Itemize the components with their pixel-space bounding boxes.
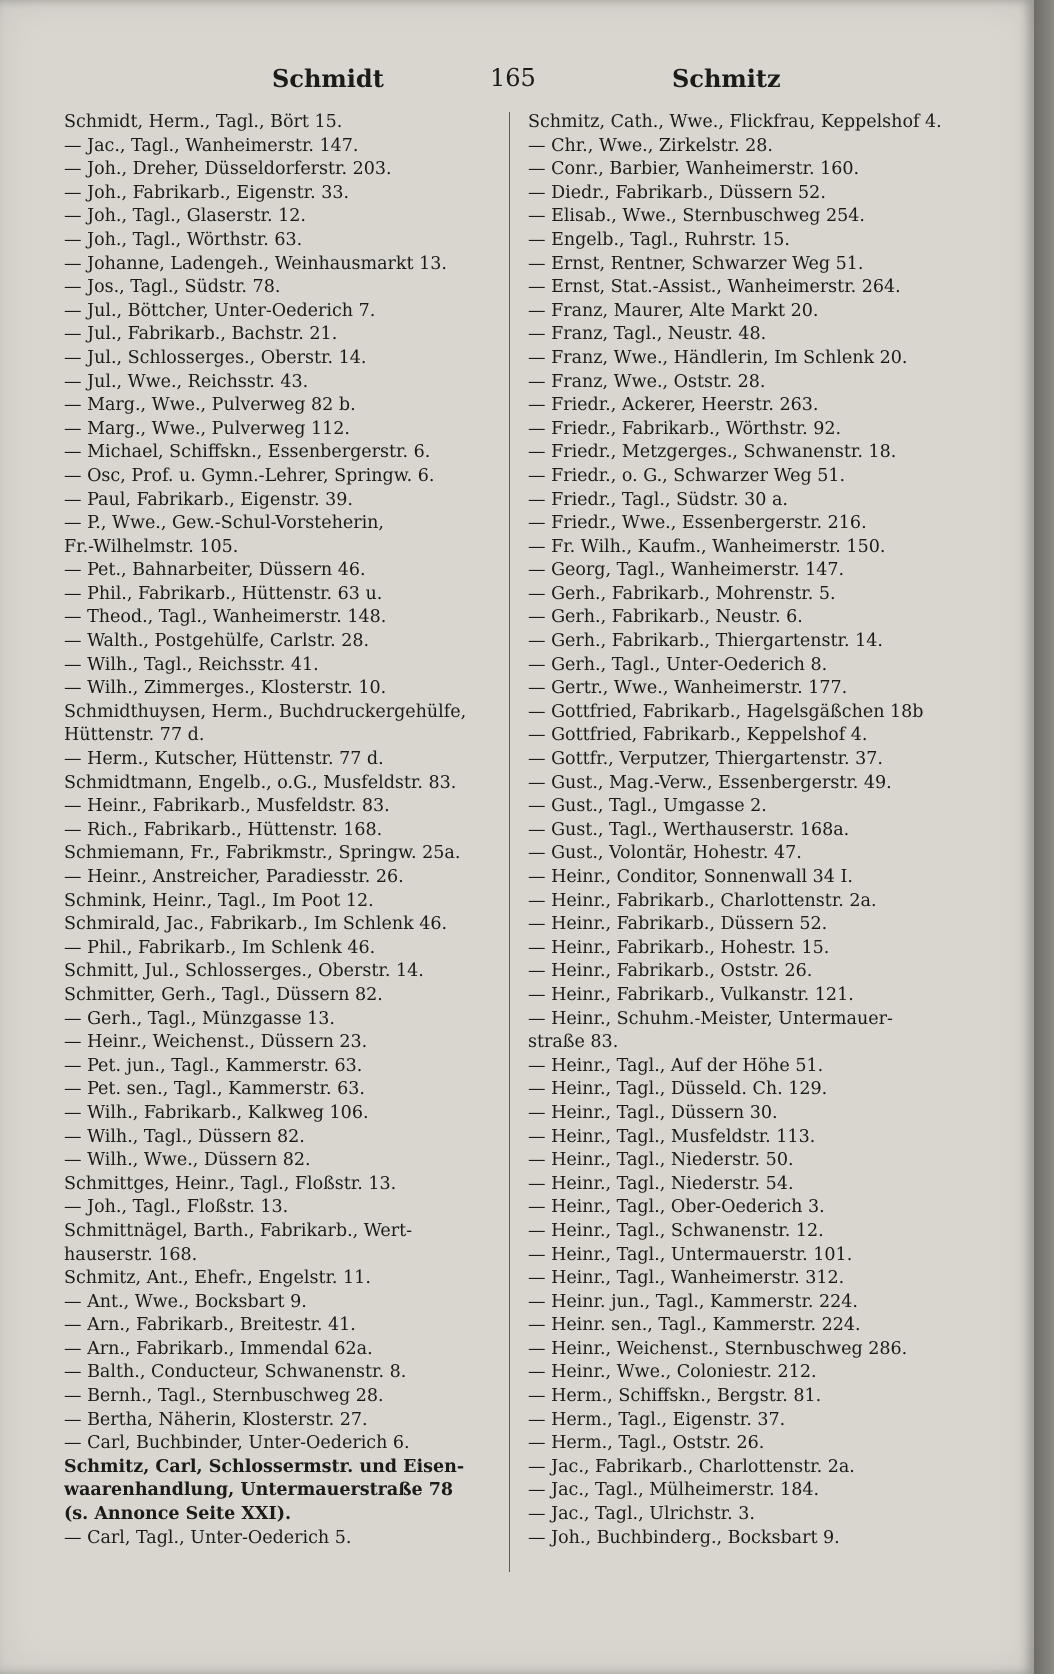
directory-entry: Schmink, Heinr., Tagl., Im Poot 12. [64, 890, 374, 911]
directory-entry: Schmidt, Herm., Tagl., Bört 15. [64, 112, 343, 132]
directory-entry: — Heinr., Tagl., Düssern 30. [528, 1102, 778, 1123]
directory-entry: — Gerh., Fabrikarb., Mohrenstr. 5. [528, 583, 836, 604]
directory-entry: — Walth., Postgehülfe, Carlstr. 28. [64, 631, 370, 652]
directory-entry: — Bertha, Näherin, Klosterstr. 27. [64, 1409, 368, 1430]
directory-entry: — Theod., Tagl., Wanheimerstr. 148. [64, 607, 387, 628]
directory-entry: — Conr., Barbier, Wanheimerstr. 160. [528, 159, 860, 180]
left-column [64, 111, 500, 1571]
directory-entry: — Heinr., Tagl., Düsseld. Ch. 129. [528, 1079, 828, 1100]
directory-entry: — Jos., Tagl., Südstr. 78. [64, 277, 281, 298]
directory-entry: — Friedr., Fabrikarb., Wörthstr. 92. [528, 418, 842, 439]
directory-entry: — Gottfr., Verputzer, Thiergartenstr. 37. [528, 749, 883, 770]
directory-entry: — Heinr., Tagl., Untermauerstr. 101. [528, 1244, 853, 1265]
directory-entry: — Franz, Wwe., Oststr. 28. [528, 371, 766, 392]
directory-entry: — Joh., Tagl., Wörthstr. 63. [64, 229, 303, 250]
directory-entry: — Balth., Conducteur, Schwanenstr. 8. [64, 1362, 407, 1383]
directory-entry: — Heinr., Fabrikarb., Düssern 52. [528, 914, 828, 935]
directory-entry: Schmiemann, Fr., Fabrikmstr., Springw. 25a. [64, 843, 461, 864]
directory-entry: — Wilh., Fabrikarb., Kalkweg 106. [64, 1102, 369, 1123]
directory-entry: — Herm., Kutscher, Hüttenstr. 77 d. [64, 749, 384, 770]
directory-entry: Schmitt, Jul., Schlosserges., Oberstr. 14. [64, 961, 424, 982]
directory-entry: — Marg., Wwe., Pulverweg 82 b. [64, 395, 356, 416]
directory-entry: — Bernh., Tagl., Sternbuschweg 28. [64, 1386, 384, 1407]
directory-entry: Schmittges, Heinr., Tagl., Floßstr. 13. [64, 1173, 397, 1194]
directory-entry: — Joh., Tagl., Floßstr. 13. [64, 1197, 289, 1218]
directory-entry: — Heinr., Conditor, Sonnenwall 34 I. [528, 867, 853, 887]
directory-entry: — Rich., Fabrikarb., Hüttenstr. 168. [64, 819, 383, 840]
directory-entry: — Joh., Fabrikarb., Eigenstr. 33. [64, 182, 350, 203]
directory-entry: — Michael, Schiffskn., Essenbergerstr. 6. [64, 442, 431, 463]
directory-entry: — Heinr., Tagl., Ober-Oederich 3. [528, 1197, 825, 1218]
directory-entry: — Friedr., Ackerer, Heerstr. 263. [528, 395, 819, 416]
directory-entry: — Herm., Tagl., Oststr. 26. [528, 1433, 765, 1454]
directory-entry: — Gust., Volontär, Hohestr. 47. [528, 843, 802, 864]
directory-entry: — Friedr., o. G., Schwarzer Weg 51. [528, 465, 846, 486]
directory-entry: Schmitz, Ant., Ehefr., Engelstr. 11. [64, 1268, 371, 1289]
page-number: 165 [490, 64, 536, 92]
directory-entry: — Herm., Schiffskn., Bergstr. 81. [528, 1386, 822, 1407]
directory-entry: — Fr. Wilh., Kaufm., Wanheimerstr. 150. [528, 536, 886, 557]
directory-entry: — Diedr., Fabrikarb., Düssern 52. [528, 182, 826, 203]
directory-entry: — Franz, Tagl., Neustr. 48. [528, 324, 767, 345]
directory-entry: — Ant., Wwe., Bocksbart 9. [64, 1291, 307, 1312]
directory-entry: — Friedr., Metzgerges., Schwanenstr. 18. [528, 442, 897, 463]
directory-entry: — Wilh., Zimmerges., Klosterstr. 10. [64, 678, 387, 699]
directory-entry: — Gertr., Wwe., Wanheimerstr. 177. [528, 678, 848, 699]
directory-entry: — Heinr., Fabrikarb., Oststr. 26. [528, 961, 813, 982]
directory-entry: — Pet. sen., Tagl., Kammerstr. 63. [64, 1079, 365, 1100]
right-column [528, 111, 966, 1571]
directory-entry: — Heinr., Tagl., Schwanenstr. 12. [528, 1220, 824, 1241]
directory-entry: — Joh., Tagl., Glaserstr. 12. [64, 206, 306, 227]
directory-entry: — Heinr. jun., Tagl., Kammerstr. 224. [528, 1291, 858, 1312]
directory-entry: — Heinr., Tagl., Musfeldstr. 113. [528, 1126, 816, 1147]
directory-entry: — Wilh., Wwe., Düssern 82. [64, 1150, 311, 1171]
directory-entry: straße 83. [528, 1032, 619, 1053]
directory-entry: — Ernst, Stat.-Assist., Wanheimerstr. 264. [528, 277, 901, 298]
directory-entry: — Marg., Wwe., Pulverweg 112. [64, 418, 350, 439]
directory-entry: — Jul., Wwe., Reichsstr. 43. [64, 371, 309, 392]
directory-entry: — Jul., Fabrikarb., Bachstr. 21. [64, 324, 338, 345]
directory-entry: — Heinr., Tagl., Niederstr. 50. [528, 1150, 794, 1171]
directory-entry: — Engelb., Tagl., Ruhrstr. 15. [528, 229, 790, 250]
directory-entry: Fr.-Wilhelmstr. 105. [64, 536, 239, 557]
directory-entry: — Wilh., Tagl., Reichsstr. 41. [64, 654, 319, 675]
directory-entry: — Arn., Fabrikarb., Immendal 62a. [64, 1338, 373, 1359]
directory-entry: — Elisab., Wwe., Sternbuschweg 254. [528, 206, 865, 227]
directory-entry: Schmidtmann, Engelb., o.G., Musfeldstr. 83. [64, 772, 457, 793]
directory-entry: Schmirald, Jac., Fabrikarb., Im Schlenk 46. [64, 914, 448, 935]
directory-entry: (s. Annonce Seite XXI). [64, 1504, 292, 1525]
directory-entry: — Gerh., Tagl., Münzgasse 13. [64, 1008, 335, 1029]
directory-entry: Schmitter, Gerh., Tagl., Düssern 82. [64, 984, 383, 1005]
directory-entry: — Heinr., Fabrikarb., Charlottenstr. 2a. [528, 890, 877, 911]
directory-entry: — Arn., Fabrikarb., Breitestr. 41. [64, 1315, 356, 1336]
directory-entry: Schmittnägel, Barth., Fabrikarb., Wert- [64, 1220, 413, 1241]
directory-entry: — Jac., Tagl., Wanheimerstr. 147. [64, 135, 359, 156]
directory-entry: — Gottfried, Fabrikarb., Hagelsgäßchen 18b [528, 701, 924, 722]
directory-entry: — Heinr., Weichenst., Sternbuschweg 286. [528, 1338, 908, 1359]
directory-entry: — Franz, Wwe., Händlerin, Im Schlenk 20. [528, 347, 908, 368]
directory-entry: — Pet. jun., Tagl., Kammerstr. 63. [64, 1055, 363, 1076]
directory-entry: — Jac., Tagl., Ulrichstr. 3. [528, 1504, 755, 1525]
directory-entry: — Heinr., Tagl., Niederstr. 54. [528, 1173, 794, 1194]
directory-entry: — Phil., Fabrikarb., Im Schlenk 46. [64, 937, 376, 958]
directory-entry: — Gerh., Fabrikarb., Neustr. 6. [528, 607, 803, 628]
directory-entry: — Friedr., Tagl., Südstr. 30 a. [528, 489, 788, 510]
directory-entry: — Heinr., Schuhm.-Meister, Untermauer- [528, 1008, 893, 1029]
directory-entry: — Heinr., Tagl., Auf der Höhe 51. [528, 1055, 824, 1076]
column-divider [509, 112, 510, 1572]
directory-entry: — Heinr., Fabrikarb., Hohestr. 15. [528, 937, 830, 958]
directory-entry: waarenhandlung, Untermauerstraße 78 [64, 1480, 454, 1501]
directory-entry: — Heinr., Weichenst., Düssern 23. [64, 1032, 368, 1053]
directory-entry: — Johanne, Ladengeh., Weinhausmarkt 13. [64, 253, 447, 274]
directory-entry: — Jac., Tagl., Mülheimerstr. 184. [528, 1480, 820, 1501]
directory-entry: — Joh., Dreher, Düsseldorferstr. 203. [64, 159, 392, 180]
directory-entry: — Phil., Fabrikarb., Hüttenstr. 63 u. [64, 583, 383, 604]
directory-entry: Hüttenstr. 77 d. [64, 725, 205, 746]
page-header [0, 62, 1034, 102]
directory-entry: — Wilh., Tagl., Düssern 82. [64, 1126, 305, 1147]
directory-entry: — Gottfried, Fabrikarb., Keppelshof 4. [528, 725, 868, 746]
directory-entry: — Jul., Schlosserges., Oberstr. 14. [64, 347, 367, 368]
directory-entry: — Pet., Bahnarbeiter, Düssern 46. [64, 560, 366, 581]
directory-entry: — Gust., Tagl., Werthauserstr. 168a. [528, 819, 850, 840]
directory-entry: — Gerh., Tagl., Unter-Oederich 8. [528, 654, 828, 675]
directory-entry: — Friedr., Wwe., Essenbergerstr. 216. [528, 513, 867, 534]
directory-entry: — Jul., Böttcher, Unter-Oederich 7. [64, 300, 376, 321]
directory-entry: — Gerh., Fabrikarb., Thiergartenstr. 14. [528, 631, 883, 652]
directory-entry: — Gust., Mag.-Verw., Essenbergerstr. 49. [528, 772, 892, 793]
directory-entry: — Heinr. sen., Tagl., Kammerstr. 224. [528, 1315, 861, 1336]
directory-entry: — Georg, Tagl., Wanheimerstr. 147. [528, 560, 845, 581]
directory-entry: — Ernst, Rentner, Schwarzer Weg 51. [528, 253, 864, 274]
directory-entry: — Heinr., Fabrikarb., Musfeldstr. 83. [64, 796, 390, 817]
directory-entry: — Heinr., Tagl., Wanheimerstr. 312. [528, 1268, 845, 1289]
directory-entry: — Herm., Tagl., Eigenstr. 37. [528, 1409, 786, 1430]
directory-entry: — Heinr., Wwe., Coloniestr. 212. [528, 1362, 817, 1383]
header-left-keyword: Schmidt [272, 64, 384, 93]
directory-entry: — P., Wwe., Gew.-Schul-Vorsteherin, [64, 513, 384, 534]
header-right-keyword: Schmitz [672, 64, 781, 93]
directory-entry: — Heinr., Anstreicher, Paradiesstr. 26. [64, 867, 404, 887]
directory-entry: — Heinr., Fabrikarb., Vulkanstr. 121. [528, 984, 854, 1005]
directory-entry: hauserstr. 168. [64, 1244, 198, 1265]
directory-entry: Schmidthuysen, Herm., Buchdruckergehülfe, [64, 701, 467, 722]
directory-entry: Schmitz, Carl, Schlossermstr. und Eisen- [64, 1456, 465, 1477]
page-edge [1034, 0, 1054, 1674]
directory-entry: — Gust., Tagl., Umgasse 2. [528, 796, 767, 817]
directory-entry: Schmitz, Cath., Wwe., Flickfrau, Keppelshof 4. [528, 112, 942, 132]
directory-entry: — Carl, Tagl., Unter-Oederich 5. [64, 1527, 352, 1548]
directory-entry: — Carl, Buchbinder, Unter-Oederich 6. [64, 1433, 410, 1454]
directory-entry: — Paul, Fabrikarb., Eigenstr. 39. [64, 489, 353, 510]
directory-entry: — Franz, Maurer, Alte Markt 20. [528, 300, 819, 321]
directory-entry: — Osc, Prof. u. Gymn.-Lehrer, Springw. 6. [64, 465, 435, 486]
directory-entry: — Jac., Fabrikarb., Charlottenstr. 2a. [528, 1456, 855, 1477]
directory-entry: — Joh., Buchbinderg., Bocksbart 9. [528, 1527, 840, 1548]
directory-entry: — Chr., Wwe., Zirkelstr. 28. [528, 135, 773, 156]
